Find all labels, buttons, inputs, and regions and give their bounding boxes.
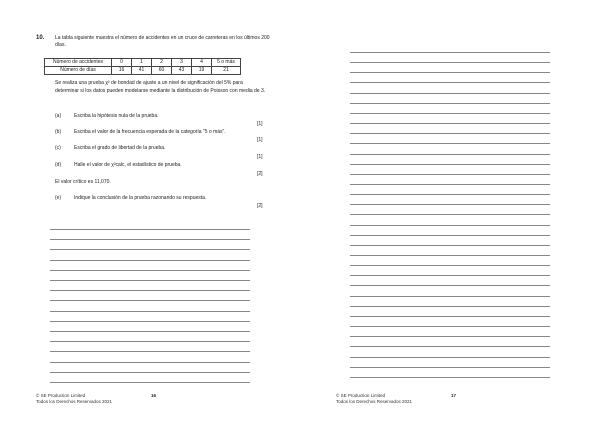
- answer-line: [350, 143, 550, 144]
- page-number: 16: [151, 393, 157, 398]
- answer-line: [50, 372, 250, 373]
- table-cell: 2: [152, 59, 172, 67]
- answer-line: [50, 311, 250, 312]
- table-cell: 41: [132, 67, 152, 75]
- answer-line: [350, 184, 550, 185]
- table-cell: 1: [132, 59, 152, 67]
- question-intro: La tabla siguiente muestra el número de accidentes en un cruce de carreteras en los últimos 200 días.: [55, 35, 270, 48]
- part-c-label: (c): [55, 145, 61, 151]
- answer-line: [350, 357, 550, 358]
- answer-line: [50, 300, 250, 301]
- answer-line: [350, 326, 550, 327]
- answer-line: [350, 255, 550, 256]
- answer-line: [350, 62, 550, 63]
- answer-line: [50, 260, 250, 261]
- page-number: 17: [451, 393, 457, 398]
- answer-line: [50, 331, 250, 332]
- question-number: 10.: [36, 35, 45, 41]
- answer-line: [350, 235, 550, 236]
- footer-line-1: © SE Production Limited: [336, 393, 386, 398]
- answer-line: [50, 351, 250, 352]
- part-c-mark: [1]: [257, 154, 263, 160]
- answer-line: [350, 72, 550, 73]
- answer-line: [50, 362, 250, 363]
- right-page: [300, 0, 600, 424]
- part-a-text: Escriba la hipótesis nula de la prueba.: [74, 113, 159, 119]
- answer-line: [50, 229, 250, 230]
- table-row: [45, 67, 241, 75]
- answer-line: [350, 113, 550, 114]
- answer-line: [350, 377, 550, 378]
- part-e-label: (e): [55, 195, 62, 201]
- answer-line: [50, 270, 250, 271]
- answer-line: [50, 239, 250, 240]
- answer-line: [350, 367, 550, 368]
- table-cell: 16: [112, 67, 132, 75]
- answer-line: [350, 265, 550, 266]
- footer-copyright: [36, 393, 112, 405]
- answer-line: [350, 174, 550, 175]
- answer-line: [50, 321, 250, 322]
- answer-line: [50, 249, 250, 250]
- part-a-mark: [1]: [257, 121, 263, 127]
- answer-line: [350, 194, 550, 195]
- answer-line: [50, 382, 250, 383]
- question-paragraph: Se realiza una prueba χ² de bondad de ajuste a un nivel de significación del 5% para determinar si los datos pueden modelarse mediante la distribución de Poisson con media de 3.: [55, 80, 266, 94]
- answer-line: [350, 285, 550, 286]
- answer-line: [350, 52, 550, 53]
- footer-line-1: © SE Production Limited: [36, 393, 86, 398]
- part-d-label: (d): [55, 162, 62, 168]
- answer-line: [50, 280, 250, 281]
- table-cell: 43: [172, 67, 192, 75]
- answer-line: [350, 245, 550, 246]
- part-c-text: Escriba el grado de libertad de la prueba.: [74, 145, 166, 151]
- answer-line: [350, 336, 550, 337]
- part-b-label: (b): [55, 129, 62, 135]
- answer-line: [350, 204, 550, 205]
- table-row-label: Número de accidentes: [45, 59, 112, 67]
- table-row: [45, 59, 241, 67]
- answer-line: [350, 296, 550, 297]
- part-b-text: Escriba el valor de la frecuencia esperada de la categoría "5 o más".: [74, 129, 226, 135]
- answer-line: [350, 123, 550, 124]
- table-cell: 60: [152, 67, 172, 75]
- answer-line: [350, 225, 550, 226]
- critical-value-text: El valor crítico es 11,070.: [55, 179, 111, 185]
- table-cell: 5 o más: [212, 59, 241, 67]
- answer-line: [50, 290, 250, 291]
- footer-line-2: Todos los Derechos Reservados 2021: [336, 399, 413, 404]
- accidents-table: [44, 58, 241, 75]
- part-b-mark: [1]: [257, 137, 263, 143]
- answer-line: [350, 346, 550, 347]
- answer-line: [350, 154, 550, 155]
- table-cell: 0: [112, 59, 132, 67]
- part-e-text: Indique la conclusión de la prueba razonando su respuesta.: [74, 195, 207, 201]
- table-cell: 4: [192, 59, 212, 67]
- answer-line: [350, 103, 550, 104]
- part-a-label: (a): [55, 113, 62, 119]
- answer-line: [350, 214, 550, 215]
- answer-line: [350, 316, 550, 317]
- table-row-label: Número de días: [45, 67, 112, 75]
- part-e-mark: [2]: [257, 203, 263, 209]
- answer-line: [350, 164, 550, 165]
- answer-line: [50, 341, 250, 342]
- footer-line-2: Todos los Derechos Reservados 2021: [36, 399, 113, 404]
- answer-line: [350, 93, 550, 94]
- answer-line: [350, 306, 550, 307]
- answer-line: [350, 133, 550, 134]
- table-cell: 21: [212, 67, 241, 75]
- answer-line: [350, 275, 550, 276]
- footer-copyright: [336, 393, 412, 405]
- part-d-mark: [2]: [257, 171, 263, 177]
- answer-line: [350, 82, 550, 83]
- part-d-text: Halle el valor de χ²calc, el estadístico de prueba.: [74, 162, 182, 168]
- table-cell: 19: [192, 67, 212, 75]
- table-cell: 3: [172, 59, 192, 67]
